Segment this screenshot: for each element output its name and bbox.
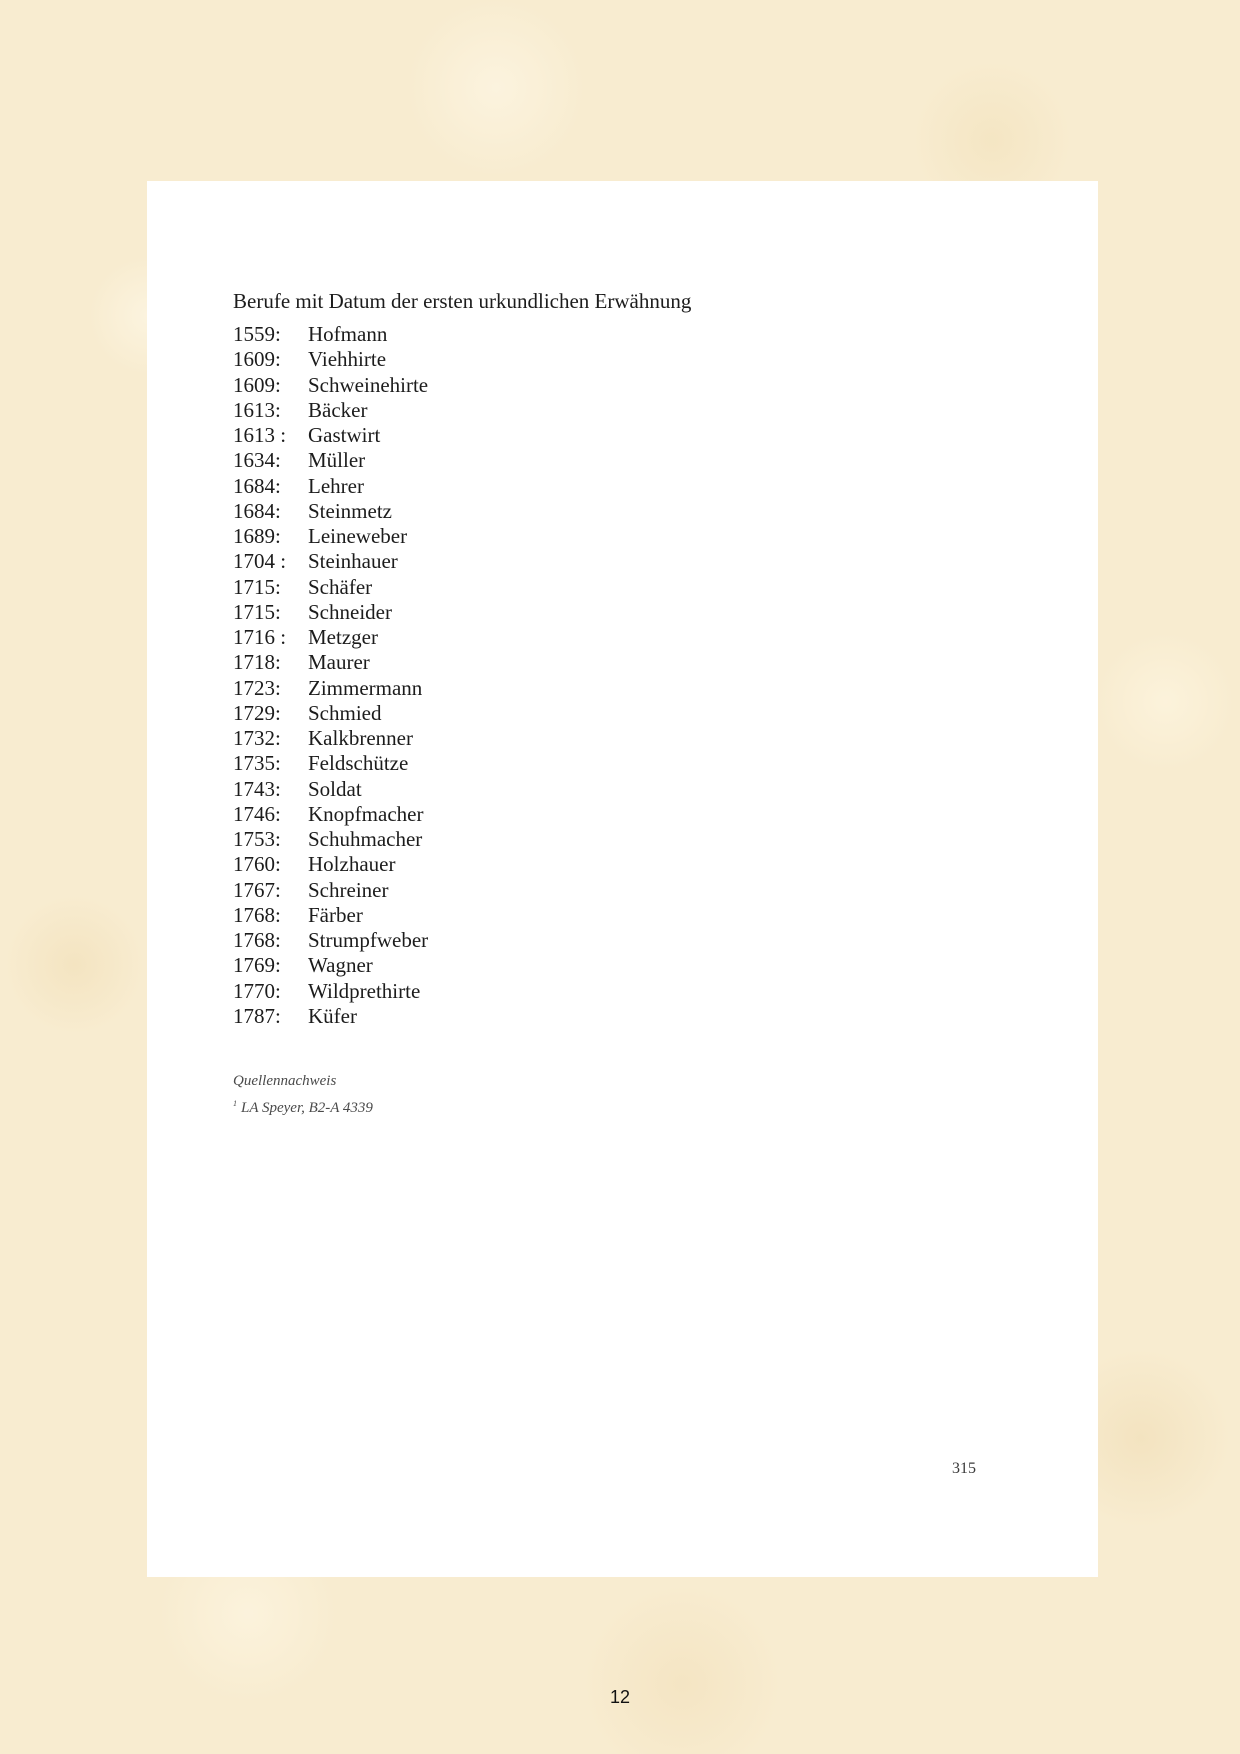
occupation-year: 1768:	[233, 902, 281, 927]
occupation-name: Steinhauer	[308, 549, 398, 574]
occupation-name: Schäfer	[308, 574, 373, 599]
occupation-row	[233, 676, 428, 701]
occupation-row	[233, 600, 428, 625]
occupation-year: 1716 :	[233, 625, 287, 649]
occupation-year: 1723:	[233, 675, 281, 700]
occupation-name: Schmied	[308, 700, 382, 725]
occupation-row	[233, 928, 428, 953]
occupation-row	[233, 549, 428, 574]
occupation-name: Metzger	[308, 625, 378, 649]
occupation-name: Maurer	[308, 650, 370, 675]
occupation-year: 1634:	[233, 448, 281, 473]
occupation-year: 1732:	[233, 726, 281, 750]
occupation-year: 1613 :	[233, 423, 287, 447]
occupation-name: Küfer	[308, 1003, 357, 1028]
occupation-name: Holzhauer	[308, 852, 396, 877]
occupation-row	[233, 701, 428, 726]
occupation-row	[233, 398, 428, 423]
occupation-name: Zimmermann	[308, 675, 423, 700]
occupation-name: Leineweber	[308, 524, 408, 548]
occupation-row	[233, 852, 428, 877]
occupation-year: 1770:	[233, 978, 281, 1003]
page-sheet	[147, 181, 1098, 1577]
occupation-row	[233, 625, 428, 650]
occupation-year: 1735:	[233, 751, 281, 776]
occupation-row	[233, 524, 428, 549]
occupation-name: Viehhirte	[308, 347, 387, 372]
sources-title: Quellennachweis	[233, 1073, 337, 1089]
occupation-year: 1689:	[233, 524, 281, 548]
occupation-row	[233, 347, 428, 372]
occupation-name: Wildprethirte	[308, 978, 421, 1003]
occupation-name: Schweinehirte	[308, 372, 429, 397]
occupation-row	[233, 650, 428, 675]
occupation-name: Schuhmacher	[308, 827, 423, 851]
occupation-row	[233, 726, 428, 751]
occupation-name: Lehrer	[308, 473, 364, 498]
occupation-year: 1760:	[233, 852, 281, 877]
occupation-year: 1753:	[233, 827, 281, 851]
occupation-row	[233, 474, 428, 499]
occupation-name: Feldschütze	[308, 751, 409, 776]
occupation-name: Strumpfweber	[308, 928, 429, 952]
source-reference: LA Speyer, B2-A 4339	[241, 1100, 373, 1116]
occupation-name: Wagner	[308, 953, 373, 978]
occupation-name: Soldat	[308, 776, 362, 801]
occupation-year: 1787:	[233, 1003, 281, 1028]
occupation-name: Müller	[308, 448, 366, 473]
occupation-year: 1746:	[233, 801, 281, 826]
occupation-row	[233, 322, 428, 347]
occupation-row	[233, 827, 428, 852]
occupation-year: 1718:	[233, 650, 281, 675]
occupation-name: Schreiner	[308, 877, 389, 902]
occupation-year: 1704 :	[233, 549, 287, 574]
occupation-row	[233, 878, 428, 903]
occupation-year: 1767:	[233, 877, 281, 902]
occupation-name: Färber	[308, 902, 363, 927]
occupation-year: 1729:	[233, 700, 281, 725]
occupation-row	[233, 423, 428, 448]
occupation-year: 1715:	[233, 574, 281, 599]
occupation-name: Gastwirt	[308, 423, 381, 447]
occupation-name: Knopfmacher	[308, 801, 424, 826]
occupation-year: 1769:	[233, 953, 281, 978]
occupation-year: 1609:	[233, 372, 281, 397]
occupation-name: Hofmann	[308, 322, 388, 346]
footnote-mark: 1	[233, 1099, 237, 1108]
occupation-year: 1768:	[233, 928, 281, 952]
occupation-row	[233, 777, 428, 802]
occupation-row	[233, 373, 428, 398]
occupation-row	[233, 575, 428, 600]
occupation-name: Steinmetz	[308, 498, 392, 523]
occupation-year: 1684:	[233, 498, 281, 523]
occupation-list	[233, 322, 428, 1029]
occupation-year: 1684:	[233, 473, 281, 498]
occupation-row	[233, 1004, 428, 1029]
occupation-name: Kalkbrenner	[308, 726, 413, 750]
occupation-row	[233, 903, 428, 928]
occupation-name: Schneider	[308, 599, 392, 624]
document-page-number: 12	[609, 1687, 631, 1707]
occupation-year: 1743:	[233, 776, 281, 801]
occupation-name: Bäcker	[308, 397, 368, 422]
occupation-row	[233, 802, 428, 827]
occupation-row	[233, 979, 428, 1004]
occupation-row	[233, 953, 428, 978]
occupation-year: 1609:	[233, 347, 281, 372]
occupation-row	[233, 499, 428, 524]
occupation-year: 1613:	[233, 397, 281, 422]
occupation-year: 1559:	[233, 322, 281, 346]
occupation-row	[233, 751, 428, 776]
sources-entry	[233, 1099, 373, 1117]
book-page-number: 315	[952, 1460, 976, 1477]
occupation-year: 1715:	[233, 599, 281, 624]
page-heading: Berufe mit Datum der ersten urkundlichen Erwähnung	[233, 289, 692, 313]
occupation-row	[233, 448, 428, 473]
